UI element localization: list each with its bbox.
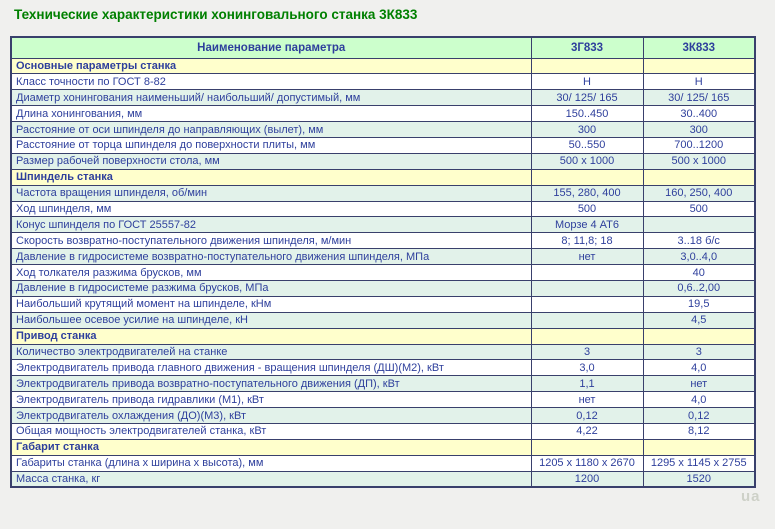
- section-empty-cell: [643, 328, 755, 344]
- table-row: [11, 471, 755, 487]
- param-label: Конус шпинделя по ГОСТ 25557-82: [11, 217, 531, 233]
- value-3g833: 1205 х 1180 х 2670: [531, 455, 643, 471]
- value-3k833: 30/ 125/ 165: [643, 90, 755, 106]
- value-3g833: 1200: [531, 471, 643, 487]
- value-3g833: 3: [531, 344, 643, 360]
- param-label: Расстояние от торца шпинделя до поверхности плиты, мм: [11, 137, 531, 153]
- table-row: [11, 265, 755, 281]
- value-3k833: 500: [643, 201, 755, 217]
- section-row: [11, 169, 755, 185]
- value-3g833: 4,22: [531, 423, 643, 439]
- table-row: [11, 217, 755, 233]
- table-row: [11, 408, 755, 424]
- table-row: [11, 392, 755, 408]
- table-row: [11, 74, 755, 90]
- col-3g833-header: 3Г833: [531, 37, 643, 58]
- value-3g833: 1,1: [531, 376, 643, 392]
- param-label: Расстояние от оси шпинделя до направляющих (вылет), мм: [11, 122, 531, 138]
- param-label: Давление в гидросистеме возвратно-поступательного движения шпинделя, МПа: [11, 249, 531, 265]
- param-label: Скорость возвратно-поступательного движения шпинделя, м/мин: [11, 233, 531, 249]
- value-3k833: 3..18 б/с: [643, 233, 755, 249]
- table-row: [11, 122, 755, 138]
- value-3k833: 19,5: [643, 296, 755, 312]
- value-3g833: нет: [531, 249, 643, 265]
- param-label: Ход шпинделя, мм: [11, 201, 531, 217]
- table-row: [11, 376, 755, 392]
- param-label: Электродвигатель охлаждения (ДО)(М3), кВт: [11, 408, 531, 424]
- value-3g833: 155, 280, 400: [531, 185, 643, 201]
- table-header-row: [11, 37, 755, 58]
- value-3g833: 50..550: [531, 137, 643, 153]
- page-title: Технические характеристики хонинговального станка 3К833: [14, 7, 418, 22]
- value-3g833: Морзе 4 АТ6: [531, 217, 643, 233]
- value-3g833: 8; 11,8; 18: [531, 233, 643, 249]
- value-3k833: [643, 217, 755, 233]
- value-3k833: 1295 х 1145 х 2755: [643, 455, 755, 471]
- value-3g833: 500 х 1000: [531, 153, 643, 169]
- param-label: Размер рабочей поверхности стола, мм: [11, 153, 531, 169]
- value-3k833: Н: [643, 74, 755, 90]
- section-label: Габарит станка: [11, 439, 531, 455]
- spec-table-body: [11, 58, 755, 487]
- section-row: [11, 58, 755, 74]
- col-param-header: Наименование параметра: [11, 37, 531, 58]
- section-empty-cell: [643, 439, 755, 455]
- section-label: Шпиндель станка: [11, 169, 531, 185]
- table-row: [11, 344, 755, 360]
- value-3k833: 4,5: [643, 312, 755, 328]
- value-3k833: 160, 250, 400: [643, 185, 755, 201]
- section-empty-cell: [643, 58, 755, 74]
- table-row: [11, 312, 755, 328]
- value-3g833: 3,0: [531, 360, 643, 376]
- table-row: [11, 201, 755, 217]
- value-3k833: 8,12: [643, 423, 755, 439]
- value-3g833: [531, 265, 643, 281]
- value-3k833: 500 х 1000: [643, 153, 755, 169]
- param-label: Наибольшее осевое усилие на шпинделе, кН: [11, 312, 531, 328]
- value-3k833: 4,0: [643, 392, 755, 408]
- section-empty-cell: [531, 328, 643, 344]
- value-3k833: 4,0: [643, 360, 755, 376]
- value-3g833: Н: [531, 74, 643, 90]
- value-3g833: 0,12: [531, 408, 643, 424]
- param-label: Электродвигатель привода гидравлики (М1), кВт: [11, 392, 531, 408]
- value-3g833: 500: [531, 201, 643, 217]
- section-row: [11, 328, 755, 344]
- param-label: Количество электродвигателей на станке: [11, 344, 531, 360]
- table-row: [11, 249, 755, 265]
- section-row: [11, 439, 755, 455]
- table-row: [11, 455, 755, 471]
- section-empty-cell: [531, 169, 643, 185]
- param-label: Электродвигатель привода главного движения - вращения шпинделя (ДШ)(М2), кВт: [11, 360, 531, 376]
- param-label: Класс точности по ГОСТ 8-82: [11, 74, 531, 90]
- section-label: Основные параметры станка: [11, 58, 531, 74]
- param-label: Частота вращения шпинделя, об/мин: [11, 185, 531, 201]
- watermark: ua: [741, 488, 761, 505]
- value-3k833: 30..400: [643, 106, 755, 122]
- value-3g833: [531, 296, 643, 312]
- table-row: [11, 153, 755, 169]
- section-empty-cell: [643, 169, 755, 185]
- table-row: [11, 185, 755, 201]
- spec-table: [10, 36, 756, 488]
- param-label: Общая мощность электродвигателей станка, кВт: [11, 423, 531, 439]
- value-3g833: 300: [531, 122, 643, 138]
- value-3g833: [531, 280, 643, 296]
- value-3g833: 30/ 125/ 165: [531, 90, 643, 106]
- value-3g833: нет: [531, 392, 643, 408]
- table-row: [11, 296, 755, 312]
- table-row: [11, 137, 755, 153]
- param-label: Длина хонингования, мм: [11, 106, 531, 122]
- value-3g833: 150..450: [531, 106, 643, 122]
- section-empty-cell: [531, 439, 643, 455]
- value-3k833: 3,0..4,0: [643, 249, 755, 265]
- value-3k833: нет: [643, 376, 755, 392]
- param-label: Масса станка, кг: [11, 471, 531, 487]
- value-3k833: 3: [643, 344, 755, 360]
- section-empty-cell: [531, 58, 643, 74]
- param-label: Электродвигатель привода возвратно-поступательного движения (ДП), кВт: [11, 376, 531, 392]
- param-label: Ход толкателя разжима брусков, мм: [11, 265, 531, 281]
- param-label: Наибольший крутящий момент на шпинделе, кНм: [11, 296, 531, 312]
- col-3k833-header: 3К833: [643, 37, 755, 58]
- value-3k833: 0,6..2,00: [643, 280, 755, 296]
- section-label: Привод станка: [11, 328, 531, 344]
- value-3k833: 0,12: [643, 408, 755, 424]
- table-row: [11, 106, 755, 122]
- value-3k833: 1520: [643, 471, 755, 487]
- value-3k833: 700..1200: [643, 137, 755, 153]
- param-label: Давление в гидросистеме разжима брусков, МПа: [11, 280, 531, 296]
- table-row: [11, 423, 755, 439]
- table-row: [11, 360, 755, 376]
- value-3k833: 40: [643, 265, 755, 281]
- table-row: [11, 280, 755, 296]
- param-label: Габариты станка (длина х ширина х высота), мм: [11, 455, 531, 471]
- table-row: [11, 90, 755, 106]
- value-3g833: [531, 312, 643, 328]
- value-3k833: 300: [643, 122, 755, 138]
- table-row: [11, 233, 755, 249]
- param-label: Диаметр хонингования наименьший/ наибольший/ допустимый, мм: [11, 90, 531, 106]
